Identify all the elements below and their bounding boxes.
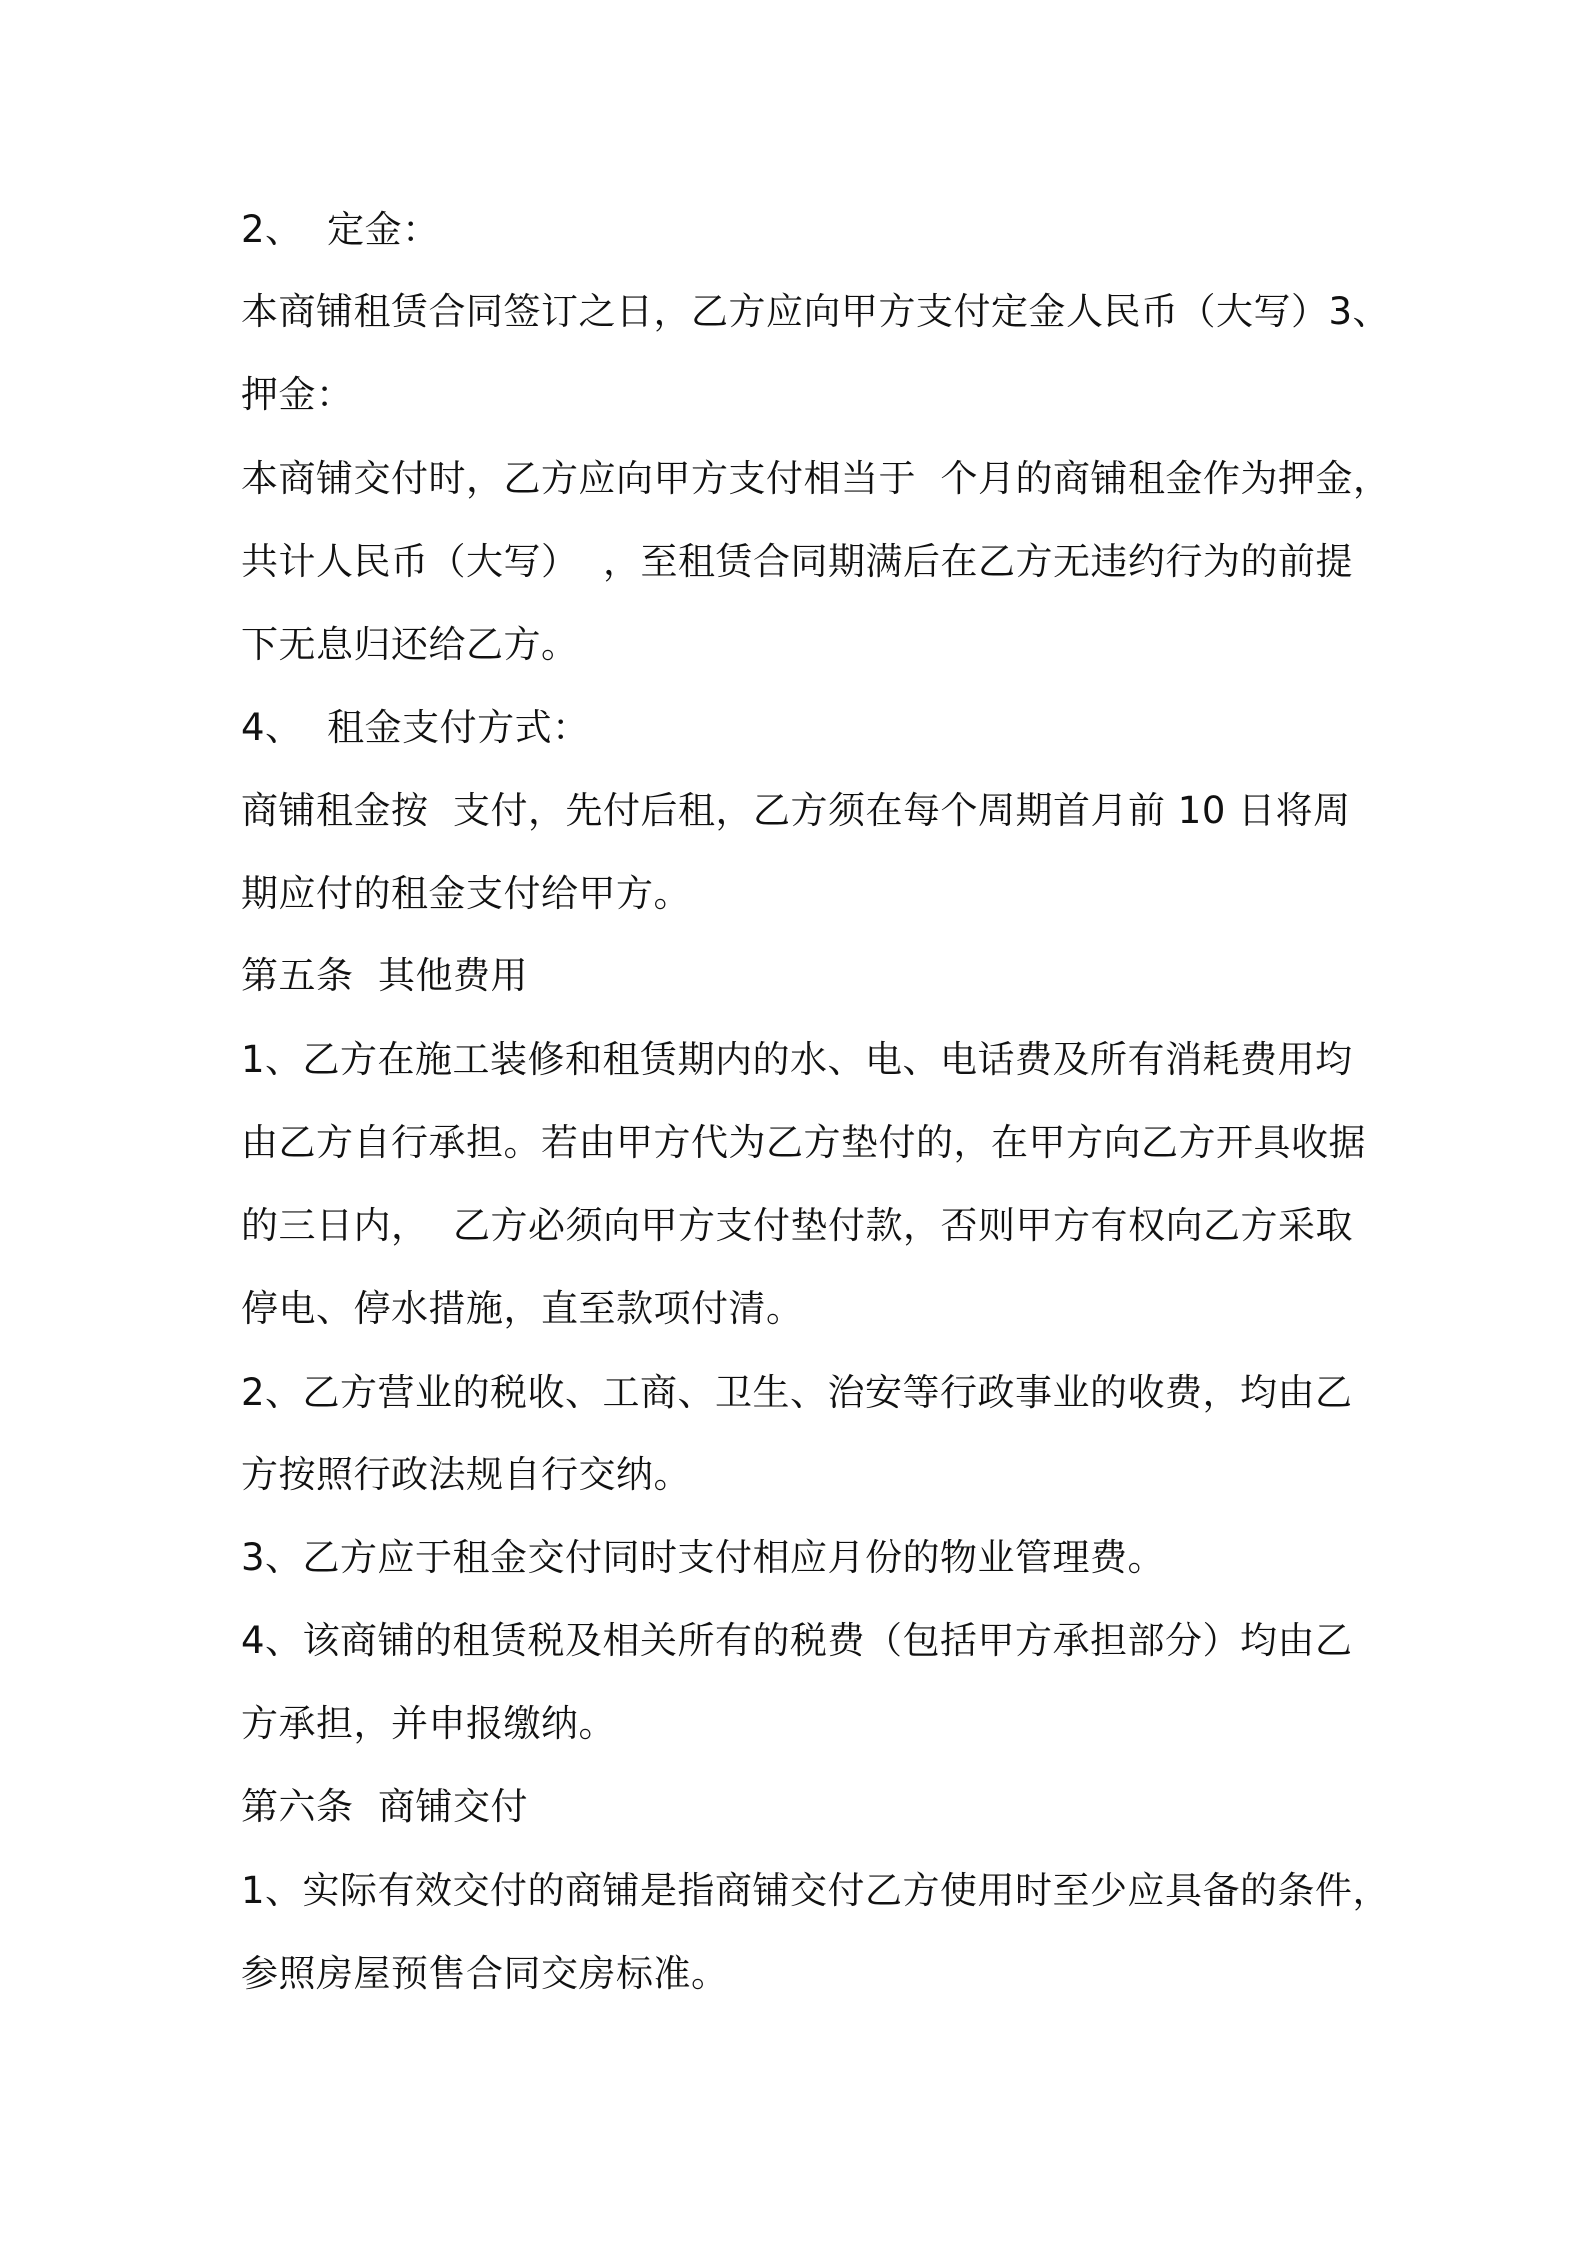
article-5-item-1-line-4: 停电、停水措施，直至款项付清。: [241, 1287, 804, 1330]
deposit-text-line-1: 本商铺租赁合同签订之日，乙方应向甲方支付定金人民币（大写）3、: [241, 290, 1391, 333]
clause-3-heading: 押金：: [241, 373, 354, 416]
article-5-heading: 第五条 其他费用: [241, 954, 529, 997]
security-deposit-line-2: 共计人民币（大写） ，至租赁合同期满后在乙方无违约行为的前提: [241, 540, 1354, 583]
article-6-item-1-line-2: 参照房屋预售合同交房标准。: [241, 1952, 729, 1995]
article-6-item-1-line-1: 1、实际有效交付的商铺是指商铺交付乙方使用时至少应具备的条件，: [241, 1869, 1391, 1912]
article-5-item-4-line-2: 方承担，并申报缴纳。: [241, 1702, 616, 1745]
article-5-item-3: 3、乙方应于租金交付同时支付相应月份的物业管理费。: [241, 1536, 1166, 1579]
article-5-item-4-line-1: 4、该商铺的租赁税及相关所有的税费（包括甲方承担部分）均由乙: [241, 1619, 1353, 1662]
clause-2-heading: 2、 定金：: [241, 208, 440, 251]
rent-payment-line-2: 期应付的租金支付给甲方。: [241, 872, 691, 915]
article-5-item-1-line-3: 的三日内， 乙方必须向甲方支付垫付款，否则甲方有权向乙方采取: [241, 1204, 1354, 1247]
rent-payment-line-1: 商铺租金按 支付，先付后租，乙方须在每个周期首月前 10 日将周: [241, 789, 1351, 832]
article-5-item-2-line-1: 2、乙方营业的税收、工商、卫生、治安等行政事业的收费，均由乙: [241, 1371, 1353, 1414]
security-deposit-line-1: 本商铺交付时，乙方应向甲方支付相当于 个月的商铺租金作为押金，: [241, 457, 1391, 500]
article-5-item-1-line-1: 1、乙方在施工装修和租赁期内的水、电、电话费及所有消耗费用均: [241, 1038, 1353, 1081]
article-5-item-2-line-2: 方按照行政法规自行交纳。: [241, 1453, 691, 1496]
article-6-heading: 第六条 商铺交付: [241, 1785, 529, 1828]
article-5-item-1-line-2: 由乙方自行承担。若由甲方代为乙方垫付的，在甲方向乙方开具收据: [241, 1121, 1366, 1164]
clause-4-heading: 4、 租金支付方式：: [241, 706, 590, 749]
security-deposit-line-3: 下无息归还给乙方。: [241, 623, 579, 666]
